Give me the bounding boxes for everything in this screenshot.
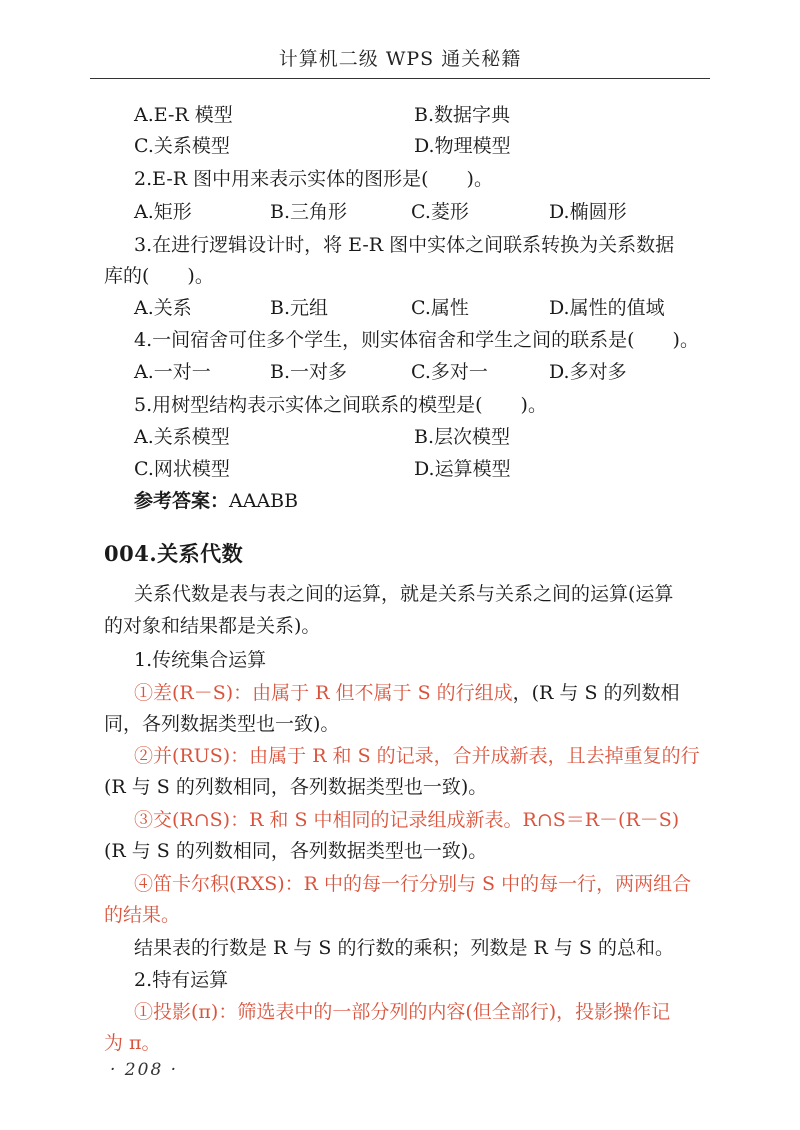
q1-option-d: D.物理模型 (414, 135, 511, 157)
q3-option-b: B.元组 (270, 297, 329, 319)
q2-option-c: C.菱形 (411, 201, 469, 223)
item-cartesian-line-1: ④笛卡尔积(RXS)：R 中的每一行分别与 S 中的每一行，两两组合 (134, 873, 692, 895)
q3-option-c: C.属性 (411, 297, 469, 319)
q1-option-a: A.E-R 模型 (134, 104, 233, 126)
q5-option-a: A.关系模型 (134, 426, 230, 448)
item-difference-tail: ，(R 与 S 的列数相 (512, 682, 680, 704)
q1-option-c: C.关系模型 (134, 135, 230, 157)
item-intersection-line-1: ③交(R∩S)：R 和 S 中相同的记录组成新表。R∩S＝R－(R－S) (134, 809, 680, 831)
page-number: · 208 · (110, 1060, 179, 1080)
item-intersection-line-2: (R 与 S 的列数相同，各列数据类型也一致)。 (104, 840, 488, 862)
q2-option-b: B.三角形 (270, 201, 348, 223)
q4-option-a: A.一对一 (134, 361, 211, 383)
item-union-line-2: (R 与 S 的列数相同，各列数据类型也一致)。 (104, 776, 488, 798)
q5-options-row-1 (134, 425, 714, 449)
item-cartesian-line-2: 的结果。 (104, 904, 181, 926)
item-difference-line-1 (134, 681, 680, 705)
header-rule (90, 78, 710, 79)
item-difference-line-2: 同，各列数据类型也一致)。 (104, 713, 340, 735)
item-difference-highlight: ①差(R－S)：由属于 R 但不属于 S 的行组成 (134, 682, 513, 704)
q4-option-b: B.一对多 (270, 361, 348, 383)
q2-option-d: D.椭圆形 (549, 201, 627, 223)
q2-option-a: A.矩形 (134, 201, 192, 223)
q2-stem: 2.E-R 图中用来表示实体的图形是( )。 (134, 168, 493, 190)
q4-option-c: C.多对一 (411, 361, 488, 383)
q5-option-d: D.运算模型 (414, 458, 511, 480)
q5-options-row-2 (134, 457, 714, 481)
answer-line (134, 489, 298, 513)
q1-options-row-2 (134, 134, 714, 158)
q4-options-row (134, 360, 714, 384)
item-projection-line-1: ①投影(π)：筛选表中的一部分列的内容(但全部行)，投影操作记 (134, 1001, 671, 1023)
answer-value: AAABB (229, 490, 299, 512)
q3-option-d: D.属性的值域 (549, 297, 665, 319)
item-projection-line-2: 为 π。 (104, 1032, 161, 1054)
q1-option-b: B.数据字典 (414, 104, 511, 126)
q5-stem: 5.用树型结构表示实体之间联系的模型是( )。 (134, 394, 547, 416)
q5-option-b: B.层次模型 (414, 426, 511, 448)
section-intro-line-2: 的对象和结果都是关系)。 (104, 615, 321, 637)
running-header: 计算机二级 WPS 通关秘籍 (278, 48, 522, 70)
q2-options-row (134, 200, 714, 224)
q3-option-a: A.关系 (134, 297, 192, 319)
result-description: 结果表的行数是 R 与 S 的行数的乘积；列数是 R 与 S 的总和。 (134, 937, 674, 959)
q3-options-row (134, 296, 714, 320)
q4-option-d: D.多对多 (549, 361, 627, 383)
subsection-special-ops: 2.特有运算 (134, 969, 229, 991)
q3-stem-line-1: 3.在进行逻辑设计时，将 E-R 图中实体之间联系转换为关系数据 (134, 234, 675, 256)
q1-options-row-1 (134, 103, 714, 127)
q5-option-c: C.网状模型 (134, 458, 230, 480)
section-intro-line-1: 关系代数是表与表之间的运算，就是关系与关系之间的运算(运算 (134, 583, 674, 605)
section-title: 004.关系代数 (104, 541, 244, 566)
q3-stem-line-2: 库的( )。 (104, 265, 214, 287)
subsection-traditional-set-ops: 1.传统集合运算 (134, 649, 267, 671)
item-union-line-1: ②并(RUS)：由属于 R 和 S 的记录，合并成新表，且去掉重复的行 (134, 745, 700, 767)
q4-stem: 4.一间宿舍可住多个学生，则实体宿舍和学生之间的联系是( )。 (134, 329, 699, 351)
answer-label: 参考答案： (134, 490, 230, 512)
